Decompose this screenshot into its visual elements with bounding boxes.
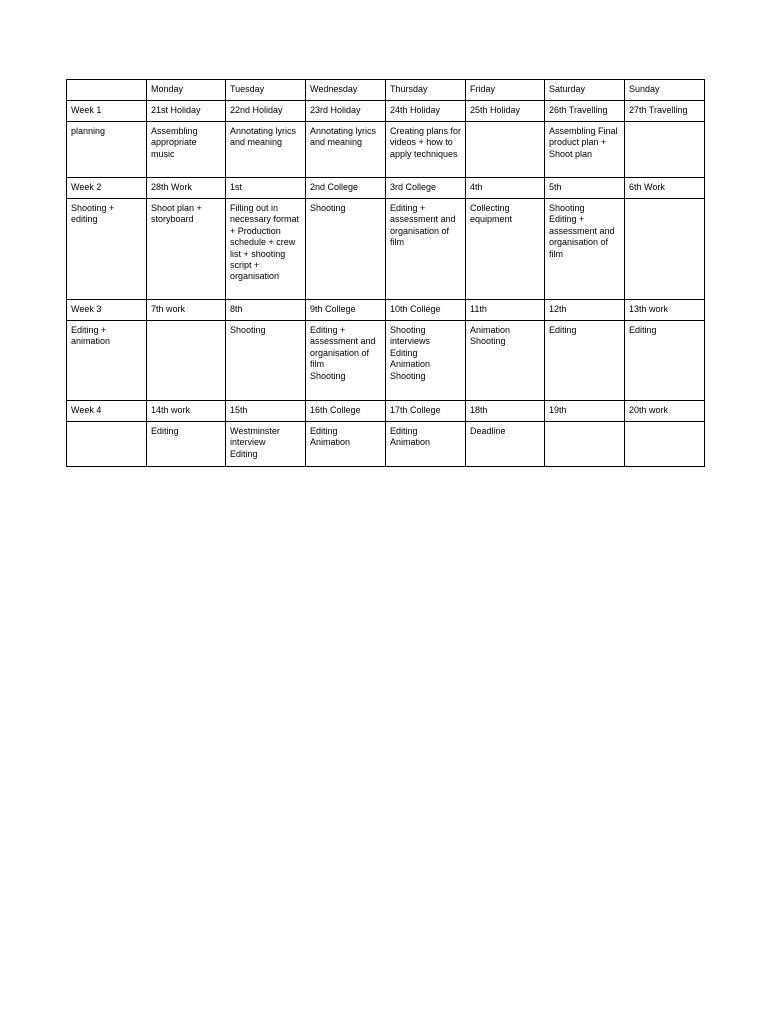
table-cell: 8th [226,300,306,321]
task-row [67,422,705,467]
table-cell: Annotating lyrics and meaning [306,122,386,178]
row-label: planning [67,122,147,178]
table-cell: 21st Holiday [147,101,226,122]
week-row [67,300,705,321]
week-row [67,178,705,199]
table-cell: 17th College [386,401,466,422]
row-label: Week 2 [67,178,147,199]
table-cell: 24th Holiday [386,101,466,122]
table-cell: 11th [466,300,545,321]
table-cell: 1st [226,178,306,199]
table-cell: Editing [625,321,705,401]
row-label: Week 3 [67,300,147,321]
table-cell: 4th [466,178,545,199]
table-cell [625,422,705,467]
row-label: Week 4 [67,401,147,422]
day-header: Tuesday [226,80,306,101]
table-cell: Editing Animation [306,422,386,467]
day-header: Saturday [545,80,625,101]
day-header: Monday [147,80,226,101]
day-header: Friday [466,80,545,101]
week-row [67,401,705,422]
table-cell: 2nd College [306,178,386,199]
table-cell: Editing Animation [386,422,466,467]
table-cell: 28th Work [147,178,226,199]
table-cell: 9th College [306,300,386,321]
row-label: Shooting + editing [67,199,147,300]
day-header: Thursday [386,80,466,101]
header-corner-cell [67,80,147,101]
table-cell [545,422,625,467]
table-cell: Shooting Editing + assessment and organisation of film [545,199,625,300]
header-row [67,80,705,101]
table-cell: 18th [466,401,545,422]
table-cell: Editing [545,321,625,401]
table-cell: Collecting equipment [466,199,545,300]
table-cell: 10th College [386,300,466,321]
table-cell: Westminster interview Editing [226,422,306,467]
table-cell: 19th [545,401,625,422]
table-cell: Assembling appropriate music [147,122,226,178]
table-cell: 5th [545,178,625,199]
table-cell: 14th work [147,401,226,422]
schedule-table [66,79,705,467]
day-header: Wednesday [306,80,386,101]
table-cell: 7th work [147,300,226,321]
table-cell: 16th College [306,401,386,422]
row-label: Editing + animation [67,321,147,401]
day-header: Sunday [625,80,705,101]
task-row [67,122,705,178]
table-cell: Editing + assessment and organisation of film [386,199,466,300]
table-cell: 15th [226,401,306,422]
table-cell: 13th work [625,300,705,321]
table-cell: 3rd College [386,178,466,199]
table-cell: Annotating lyrics and meaning [226,122,306,178]
table-cell: Animation Shooting [466,321,545,401]
table-cell: Editing + assessment and organisation of film Shooting [306,321,386,401]
table-cell: Deadline [466,422,545,467]
week-row [67,101,705,122]
task-row [67,199,705,300]
table-cell: Shooting [226,321,306,401]
row-label [67,422,147,467]
table-cell [625,122,705,178]
table-cell: Filling out in necessary format + Production schedule + crew list + shooting script + organisation [226,199,306,300]
table-cell: 23rd Holiday [306,101,386,122]
table-cell: 12th [545,300,625,321]
table-cell: Creating plans for videos + how to apply techniques [386,122,466,178]
table-cell: 20th work [625,401,705,422]
table-cell: 25th Holiday [466,101,545,122]
table-cell [625,199,705,300]
row-label: Week 1 [67,101,147,122]
table-cell: Editing [147,422,226,467]
table-cell: Shooting interviews Editing Animation Shooting [386,321,466,401]
table-cell: 27th Travelling [625,101,705,122]
table-cell: Shooting [306,199,386,300]
table-cell: 26th Travelling [545,101,625,122]
table-cell: 6th Work [625,178,705,199]
table-cell: 22nd Holiday [226,101,306,122]
table-cell: Assembling Final product plan + Shoot plan [545,122,625,178]
table-cell [147,321,226,401]
table-cell: Shoot plan + storyboard [147,199,226,300]
task-row [67,321,705,401]
table-cell [466,122,545,178]
